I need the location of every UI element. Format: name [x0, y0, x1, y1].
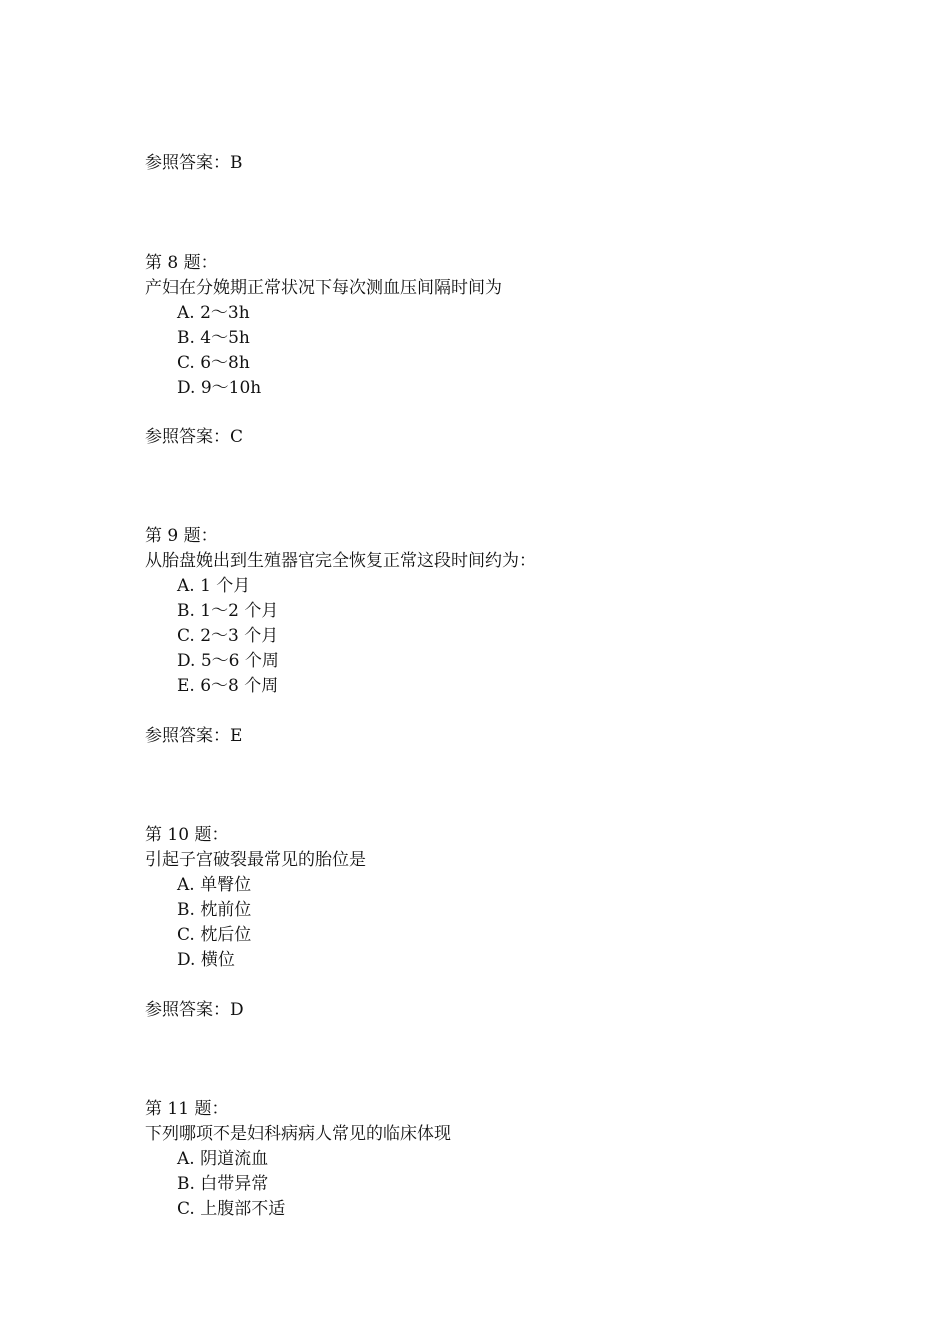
question-header: 第 8 题：: [145, 253, 218, 273]
option: A. 2～3h: [177, 303, 250, 323]
option: B. 枕前位: [177, 900, 252, 920]
answer-value: E: [230, 726, 243, 746]
answer-label: 参照答案：: [145, 427, 230, 447]
answer-line: [145, 426, 243, 448]
answer-line: [145, 999, 244, 1021]
option: C. 6～8h: [177, 353, 250, 373]
question-stem: 产妇在分娩期正常状况下每次测血压间隔时间为: [145, 278, 502, 298]
option: B. 白带异常: [177, 1174, 269, 1194]
answer-value: D: [230, 1000, 244, 1020]
question-header: 第 9 题：: [145, 526, 218, 546]
option: D. 9～10h: [177, 378, 262, 398]
option: C. 2～3 个月: [177, 626, 279, 646]
question-stem: 从胎盘娩出到生殖器官完全恢复正常这段时间约为：: [145, 551, 536, 571]
option: A. 1 个月: [177, 576, 251, 596]
answer-label: 参照答案：: [145, 153, 230, 173]
option: B. 4～5h: [177, 328, 250, 348]
answer-label: 参照答案：: [145, 1000, 230, 1020]
option: E. 6～8 个周: [177, 676, 279, 696]
option: C. 枕后位: [177, 925, 252, 945]
question-header: 第 10 题：: [145, 825, 229, 845]
answer-line: [145, 725, 242, 747]
question-header: 第 11 题：: [145, 1099, 229, 1119]
answer-line: [145, 152, 243, 174]
option: A. 单臀位: [177, 875, 252, 895]
answer-label: 参照答案：: [145, 726, 230, 746]
option: A. 阴道流血: [177, 1149, 269, 1169]
answer-value: B: [230, 153, 243, 173]
option: D. 横位: [177, 950, 235, 970]
option: D. 5～6 个周: [177, 651, 279, 671]
option: C. 上腹部不适: [177, 1199, 286, 1219]
answer-value: C: [230, 427, 244, 447]
question-stem: 下列哪项不是妇科病病人常见的临床体现: [145, 1124, 451, 1144]
question-stem: 引起子宫破裂最常见的胎位是: [145, 850, 366, 870]
option: B. 1～2 个月: [177, 601, 279, 621]
